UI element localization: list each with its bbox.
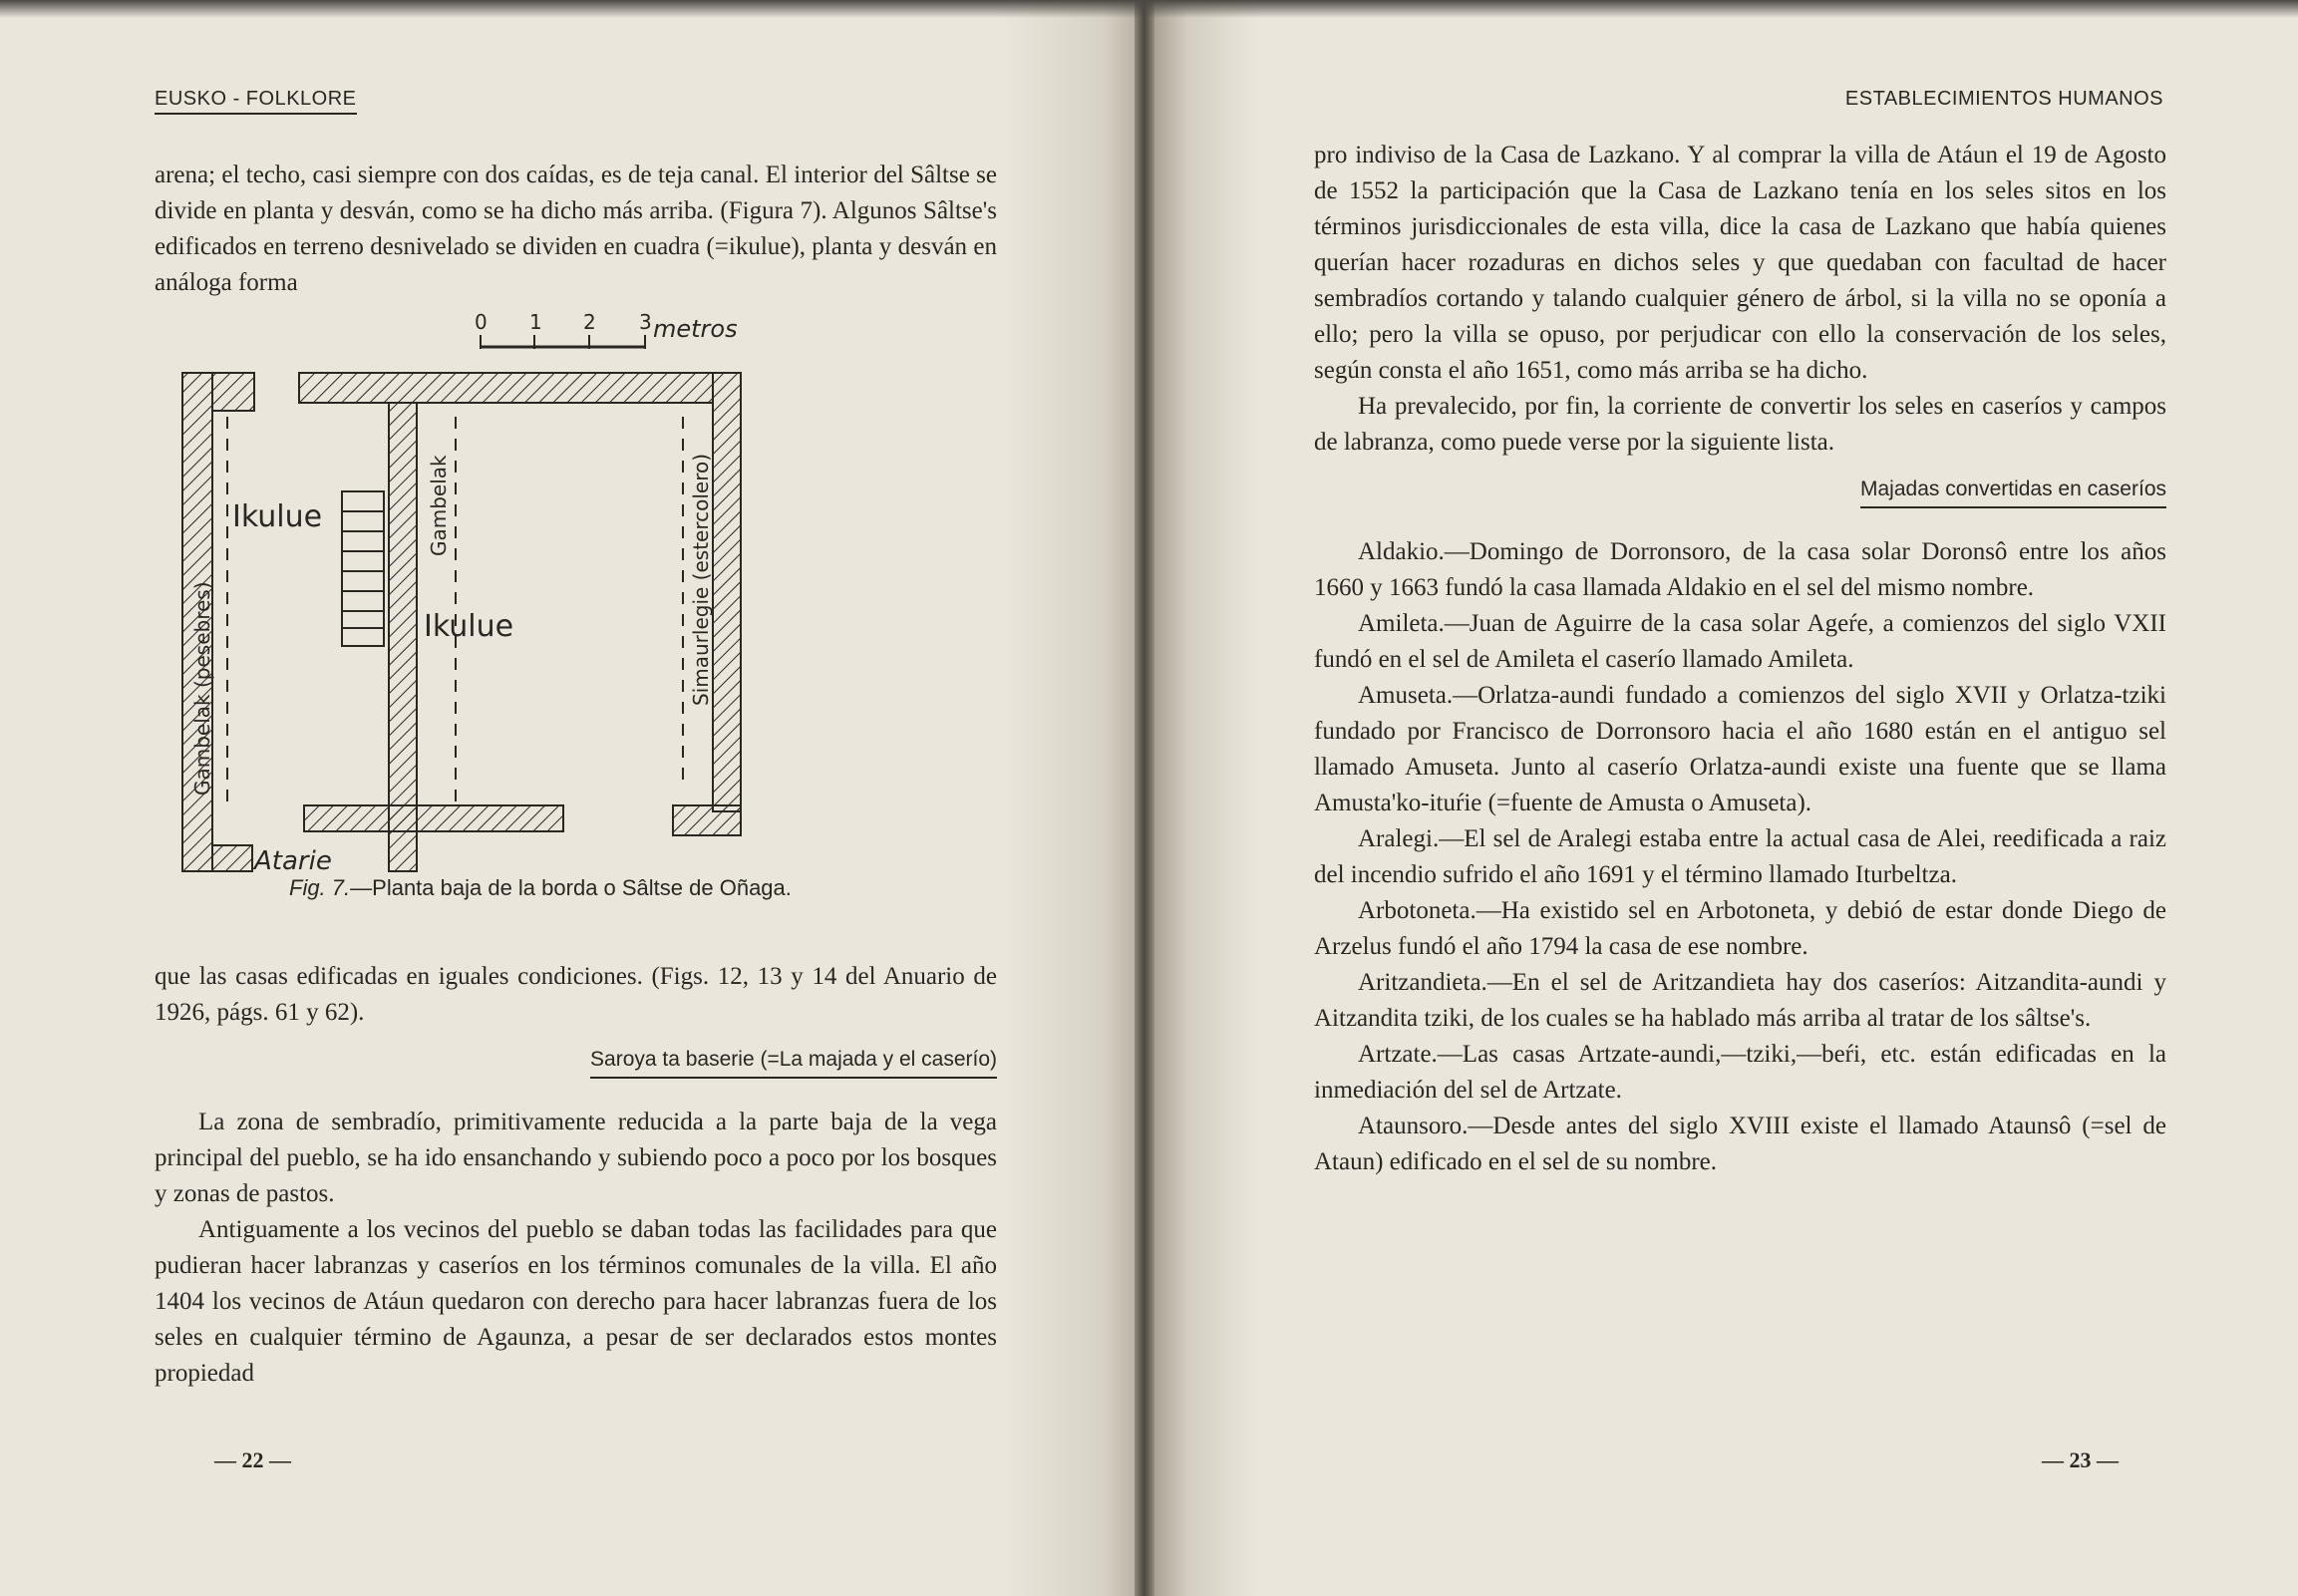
scale-tick-0: 0 [475, 310, 488, 334]
stair [342, 491, 384, 646]
right-paragraph-2: Ha prevalecido, por fin, la corriente de convertir los seles en caseríos y campos de labranza, como puede verse por la siguiente lista. [1314, 393, 2166, 456]
entry-amileta: Amileta.—Juan de Aguirre de la casa solar Ageŕe, a comienzos del siglo VXII fundó en el sel de Amileta el caserío llamado Amileta. [1314, 610, 2166, 673]
right-heading-wrap [1314, 475, 2166, 508]
folio-left: — 22 — [214, 1447, 291, 1472]
label-simaurlegie: Simaurlegie (estercolero) [689, 453, 713, 706]
figure-caption [289, 875, 792, 901]
entry-ataunsoro: Ataunsoro.—Desde antes del siglo XVIII existe el llamado Ataunsô (=sel de Ataun) edificado en el sel de su nombre. [1314, 1113, 2166, 1175]
caption-prefix: Fig. 7. [289, 875, 351, 900]
scale-tick-2: 2 [583, 310, 596, 334]
running-head-right: ESTABLECIMIENTOS HUMANOS [1844, 88, 2163, 110]
entry-aritzandieta: Aritzandieta.—En el sel de Aritzandieta hay dos caseríos: Aitzandita-aundi y Aitzandita tziki, de los cuales se ha hablado más arriba al tratar de los sâltse's. [1314, 969, 2166, 1032]
label-atarie: Atarie [254, 846, 332, 875]
room-label-right: Ikulue [424, 609, 514, 644]
right-page [1154, 0, 2298, 1596]
scale-tick-1: 1 [529, 310, 542, 334]
entry-aldakio: Aldakio.—Domingo de Dorronsoro, de la casa solar Doronsô entre los años 1660 y 1663 fundó la casa llamada Aldakio en el sel del mismo nombre. [1314, 538, 2166, 601]
entry-artzate: Artzate.—Las casas Artzate-aundi,—tziki,—beŕi, etc. están edificadas en la inmediación del sel de Artzate. [1314, 1041, 2166, 1104]
room-label-left: Ikulue [232, 499, 323, 534]
scale-tick-3: 3 [639, 310, 652, 334]
left-heading-wrap [155, 1045, 997, 1079]
caption-text: —Planta baja de la borda o Sâltse de Oñaga. [350, 875, 792, 900]
left-paragraph-2: que las casas edificadas en iguales condiciones. (Figs. 12, 13 y 14 del Anuario de 1926, págs. 61 y 62). [155, 963, 997, 1026]
left-paragraph-1: arena; el techo, casi siempre con dos caídas, es de teja canal. El interior del Sâltse se divide en planta y desván, como se ha dicho más arriba. (Figura 7). Algunos Sâltse's edificados en terreno desnivelado se dividen en cuadra (=ikulue), planta y desván en análoga forma [155, 161, 997, 296]
section-heading-saroya: Saroya ta baserie (=La majada y el caserío) [590, 1045, 997, 1079]
scale-bar [475, 310, 738, 349]
right-paragraph-1: pro indiviso de la Casa de Lazkano. Y al comprar la villa de Atáun el 19 de Agosto de 1552 la participación que la Casa de Lazkano tenía en los seles sitos en los términos jurisdiccionales de esta villa, dice la casa de Lazkano que había quienes querían hacer rozaduras en dichos seles y que quedaban con facultad de hacer sembradíos cortando y talando cualquier género de árbol, si la villa no se oponía a ello; pero la villa se opuso, por perjudicar con ello la conservación de los seles, según consta el año 1651, como más arriba se ha dicho. [1314, 142, 2166, 384]
entry-amuseta: Amuseta.—Orlatza-aundi fundado a comienzos del siglo XVII y Orlatza-tziki fundado por Francisco de Dorronsoro hacia el año 1680 están en el antiguo sel llamado Amuseta. Junto al caserío Orlatza-aundi existe una fuente que se llama Amusta'ko-ituŕie (=fuente de Amusta o Amuseta). [1314, 682, 2166, 816]
folio-right: — 23 — [2042, 1447, 2119, 1472]
left-paragraph-4: Antiguamente a los vecinos del pueblo se daban todas las facilidades para que pudieran hacer labranzas y caseríos en los términos comunales de la villa. El año 1404 los vecinos de Atáun quedaron con derecho para hacer labranzas fuera de los seles en cualquier término de Agaunza, a pesar de ser declarados estos montes propiedad [155, 1216, 997, 1387]
entry-arbotoneta: Arbotoneta.—Ha existido sel en Arbotoneta, y debió de estar donde Diego de Arzelus fundó el año 1794 la casa de ese nombre. [1314, 897, 2166, 960]
figure-7 [155, 307, 912, 875]
left-page [0, 0, 1137, 1596]
scale-unit-label: metros [653, 315, 738, 343]
right-text [1314, 138, 2166, 1180]
floor-plan-drawing [155, 307, 912, 875]
label-gambelak-pesebres: Gambelak (pesebres) [190, 581, 214, 796]
left-text-top [155, 158, 997, 301]
left-paragraph-3: La zona de sembradío, primitivamente reducida a la parte baja de la vega principal del pueblo, se ha ido ensanchando y subiendo poco a poco por los bosques y zonas de pastos. [155, 1109, 997, 1207]
section-heading-majadas: Majadas convertidas en caseríos [1860, 475, 2166, 508]
left-text-bottom [155, 959, 997, 1392]
entry-aralegi: Aralegi.—El sel de Aralegi estaba entre la actual casa de Alei, reedificada a raiz del incendio sufrido el año 1691 y el término llamado Iturbeltza. [1314, 825, 2166, 888]
running-head-left: EUSKO - FOLKLORE [155, 88, 357, 115]
label-gambelak: Gambelak [427, 455, 451, 556]
top-edge-shadow [0, 0, 2298, 18]
